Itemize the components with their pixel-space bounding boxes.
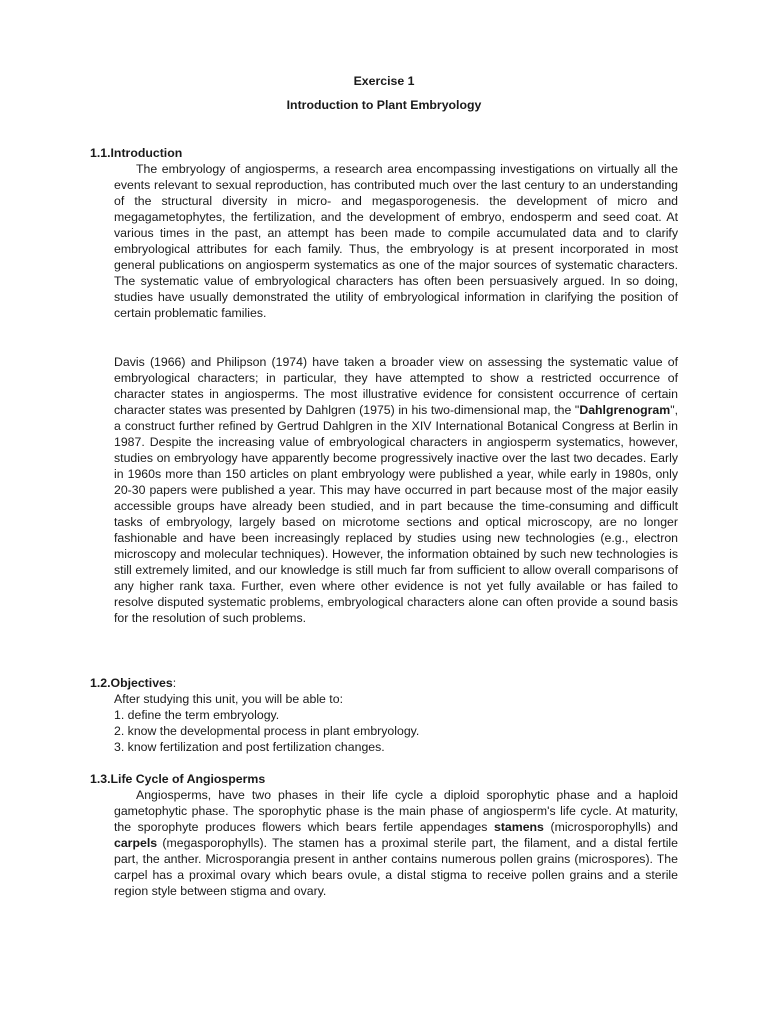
introduction-paragraph-2-text-a: Davis (1966) and Philipson (1974) have taken a broader view on assessing the systematic value of embryological characters; in particular, they have attempted to show a restricted occurrence of character states in angiosperms. The most illustrative evidence for consistent occurrence of certain character states was presented by Dahlgren (1975) in his two-dimensional map, the " [114,355,678,417]
objectives-intro: After studying this unit, you will be able to: [114,692,343,706]
objectives-heading-text: 1.2.Objectives [90,676,173,690]
document-title: Introduction to Plant Embryology [286,98,482,112]
objective-item: 2. know the developmental process in plant embryology. [114,724,420,738]
exercise-label: Exercise 1 [353,74,415,88]
objective-item: 3. know fertilization and post fertilization changes. [114,740,385,754]
stamens-term: stamens [494,820,544,834]
life-cycle-text-c: (megasporophylls). The stamen has a proximal sterile part, the filament, and a distal fertile part, the anther. Microsporangia present in anther contains numerous pollen grains (microspores). The carpel has a proximal ovary which bears ovule, a distal stigma to receive pollen grains and a sterile region style between stigma and ovary. [114,836,678,898]
dahlgrenogram-term: Dahlgrenogram [579,403,671,417]
carpels-term: carpels [114,836,158,850]
introduction-paragraph-2 [114,354,678,626]
life-cycle-heading: 1.3.Life Cycle of Angiosperms [90,772,266,786]
life-cycle-text-a: Angiosperms, have two phases in their life cycle a diploid sporophytic phase and a haploid gametophytic phase. The sporophytic phase is the main phase of angiosperm's life cycle. At maturity, the sporophyte produces flowers which bears fertile appendages [114,788,678,834]
introduction-heading: 1.1.Introduction [90,146,183,160]
introduction-paragraph-1: The embryology of angiosperms, a research area encompassing investigations on virtually all the events relevant to sexual reproduction, has contributed much over the last century to an understanding of the structural diversity in micro- and megasporogenesis. the development of micro and megagametophytes, the fertilization, and the development of embryo, endosperm and seed coat. At various times in the past, an attempt has been made to compile accumulated data and to clarify embryological attributes for each family. Thus, the embryology is at present incorporated in most general publications on angiosperm systematics as one of the major sources of systematic characters. The systematic value of embryological characters has often been persuasively argued. In so doing, studies have usually demonstrated the utility of embryological information in clarifying the position of certain problematic families. [114,162,678,320]
objectives-heading [90,675,176,691]
objective-item: 1. define the term embryology. [114,708,280,722]
life-cycle-text-b: (microsporophylls) and [543,820,679,834]
life-cycle-paragraph [114,787,678,899]
objectives-heading-colon: : [172,676,177,690]
introduction-paragraph-2-text-b: ", a construct further refined by Gertrud Dahlgren in the XIV International Botanical Congress at Berlin in 1987. Despite the increasing value of embryological characters in angiosperm systematics, however, studies on embryology have apparently become progressively inactive over the last two decades. Early in 1960s more than 150 articles on plant embryology were published a year, while early in 1980s, only 20-30 papers were published a year. This may have occurred in part because most of the major easily accessible groups have already been studied, and in part because the time-consuming and difficult tasks of embryology, largely based on microtome sections and optical microscopy, are no longer fashionable and have been increasingly replaced by studies using new technologies (e.g., electron microscopy and molecular techniques). However, the information obtained by such new technologies is still extremely limited, and our knowledge is still much far from sufficient to allow overall comparisons of any higher rank taxa. Further, even where other evidence is not yet fully available or has failed to resolve disputed systematic problems, embryological characters alone can often provide a sound basis for the resolution of such problems. [114,403,678,625]
